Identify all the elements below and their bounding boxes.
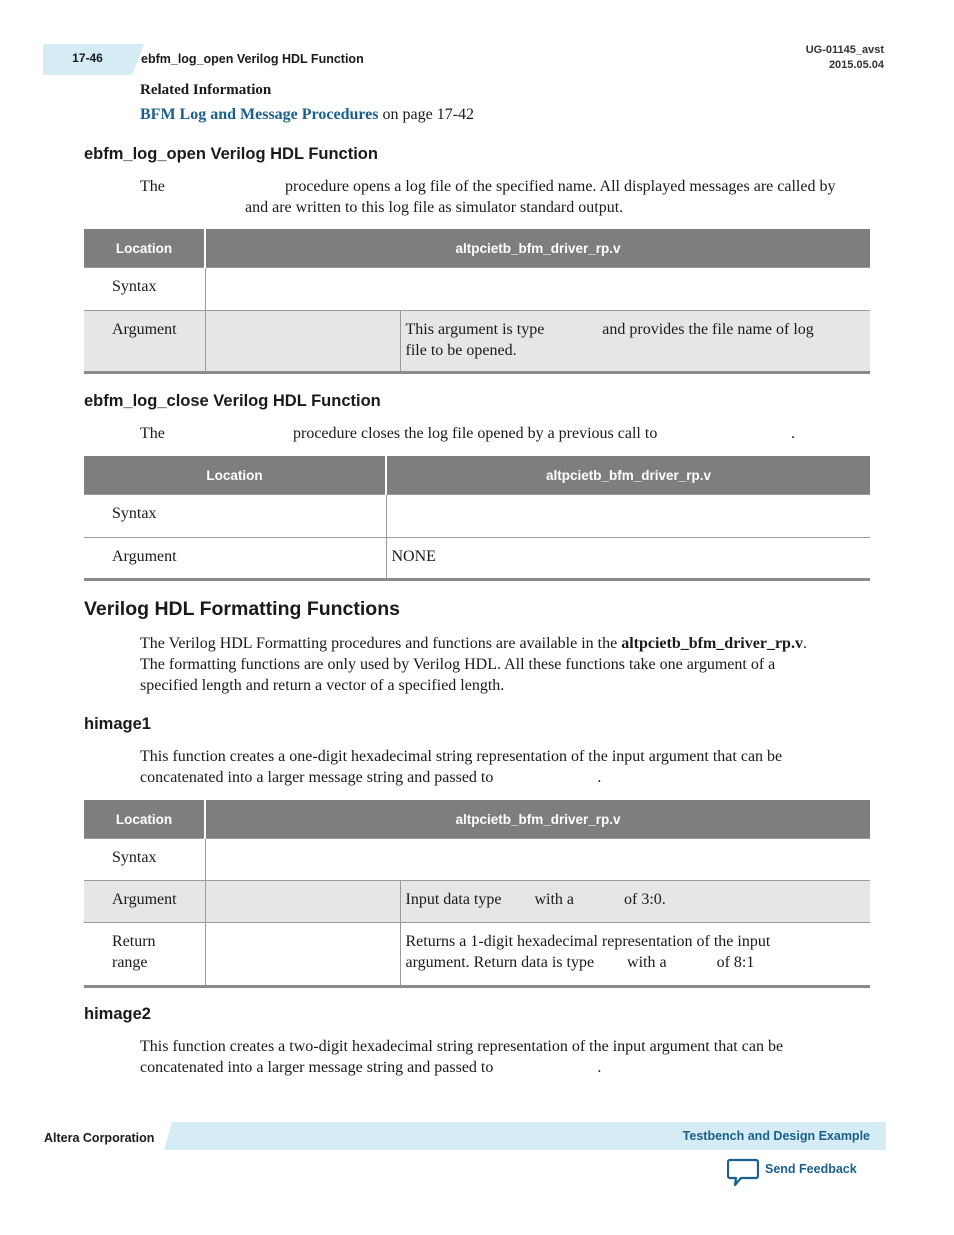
log-open-arg-desc-b: and provides the file name of log xyxy=(602,321,814,338)
himage1-return-label xyxy=(84,923,205,987)
himage1-ret-line-2b: with a xyxy=(627,954,667,971)
log-close-table xyxy=(84,456,870,581)
himage1-return-name xyxy=(205,923,400,987)
send-feedback-link[interactable]: Send Feedback xyxy=(765,1162,857,1176)
formatting-para xyxy=(140,633,807,696)
section-heading-himage2: himage2 xyxy=(84,1005,151,1023)
himage1-ret-line-1: Returns a 1-digit hexadecimal representation of the input xyxy=(405,933,771,950)
himage1-line-2 xyxy=(140,767,782,788)
document-id xyxy=(806,43,884,73)
formatting-line-3: specified length and return a vector of a specified length. xyxy=(140,677,505,694)
himage2-line-2-end: . xyxy=(597,1059,602,1076)
log-close-argument-value: NONE xyxy=(386,538,870,580)
log-open-arg-desc-c: file to be opened. xyxy=(405,342,517,359)
related-info-page: on page 17-42 xyxy=(378,106,475,123)
log-close-para-start: The xyxy=(140,425,165,442)
section-heading-himage1: himage1 xyxy=(84,715,151,733)
himage2-line-1: This function creates a two-digit hexadecimal string representation of the input argument that can be xyxy=(140,1038,784,1055)
himage1-line-2-end: . xyxy=(597,769,602,786)
related-info-line xyxy=(140,104,474,125)
log-open-argument-label: Argument xyxy=(84,311,205,373)
log-open-para-line2: and are written to this log file as simulator standard output. xyxy=(245,199,624,216)
page-number: 17-46 xyxy=(72,51,103,65)
log-open-argument-name xyxy=(205,311,400,373)
log-close-para-mid: procedure closes the log file opened by a previous call to xyxy=(293,425,658,442)
log-open-header-file: altpcietb_bfm_driver_rp.v xyxy=(205,229,870,268)
himage1-table xyxy=(84,800,870,988)
section-heading-formatting: Verilog HDL Formatting Functions xyxy=(84,598,400,620)
formatting-line-1 xyxy=(140,633,807,654)
himage1-line-1: This function creates a one-digit hexadecimal string representation of the input argument that can be xyxy=(140,748,783,765)
footer-chapter-link[interactable]: Testbench and Design Example xyxy=(682,1129,870,1143)
log-open-syntax-value xyxy=(205,268,870,311)
himage1-para xyxy=(140,746,782,788)
himage1-arg-desc-a: Input data type xyxy=(405,891,502,908)
himage1-ret-line-2a: argument. Return data is type xyxy=(405,954,595,971)
log-close-argument-label: Argument xyxy=(84,538,386,580)
formatting-line-2: The formatting functions are only used by Verilog HDL. All these functions take one argument of a xyxy=(140,656,776,673)
log-close-syntax-label: Syntax xyxy=(84,495,386,538)
himage1-argument-label: Argument xyxy=(84,881,205,923)
document-code: UG-01145_avst xyxy=(805,44,884,56)
himage1-return-desc xyxy=(400,923,870,987)
himage1-arg-desc-c: of 3:0. xyxy=(624,891,666,908)
running-header-title: ebfm_log_open Verilog HDL Function xyxy=(141,52,364,66)
log-close-para-end: . xyxy=(791,425,795,442)
himage2-line-2 xyxy=(140,1057,783,1078)
himage1-return-label-1: Return xyxy=(112,933,156,950)
section-heading-log-open: ebfm_log_open Verilog HDL Function xyxy=(84,145,378,163)
himage1-header-file: altpcietb_bfm_driver_rp.v xyxy=(205,800,870,839)
log-open-syntax-label: Syntax xyxy=(84,268,205,311)
document-date: 2015.05.04 xyxy=(828,59,884,71)
himage1-argument-name xyxy=(205,881,400,923)
log-open-arg-desc-a: This argument is type xyxy=(405,321,545,338)
footer-company: Altera Corporation xyxy=(44,1131,155,1145)
log-open-argument-desc xyxy=(400,311,870,373)
log-close-syntax-value xyxy=(386,495,870,538)
himage1-argument-desc xyxy=(400,881,870,923)
log-open-header-location: Location xyxy=(84,229,205,268)
log-open-para-mid: procedure opens a log file of the specified name. All displayed messages are called by xyxy=(285,178,836,195)
formatting-filename: altpcietb_bfm_driver_rp.v xyxy=(621,635,803,652)
formatting-line-1-text: The Verilog HDL Formatting procedures and functions are available in the xyxy=(140,635,622,652)
himage1-syntax-label: Syntax xyxy=(84,839,205,881)
log-close-header-file: altpcietb_bfm_driver_rp.v xyxy=(386,456,870,495)
log-open-para-start: The xyxy=(140,178,165,195)
himage1-ret-line-2c: of 8:1 xyxy=(716,954,755,971)
himage1-header-location: Location xyxy=(84,800,205,839)
himage2-para xyxy=(140,1036,783,1078)
formatting-line-1-end: . xyxy=(802,635,807,652)
related-info-label: Related Information xyxy=(140,82,272,98)
speech-bubble-icon[interactable] xyxy=(727,1158,759,1188)
himage1-return-label-2: range xyxy=(112,954,148,971)
log-open-table xyxy=(84,229,870,374)
himage1-arg-desc-b: with a xyxy=(534,891,575,908)
log-close-header-location: Location xyxy=(84,456,386,495)
himage2-line-2-text: concatenated into a larger message string and passed to xyxy=(140,1059,494,1076)
himage1-line-2-text: concatenated into a larger message string and passed to xyxy=(140,769,494,786)
section-heading-log-close: ebfm_log_close Verilog HDL Function xyxy=(84,392,381,410)
related-info-link[interactable]: BFM Log and Message Procedures xyxy=(140,106,379,123)
himage1-syntax-value xyxy=(205,839,870,881)
